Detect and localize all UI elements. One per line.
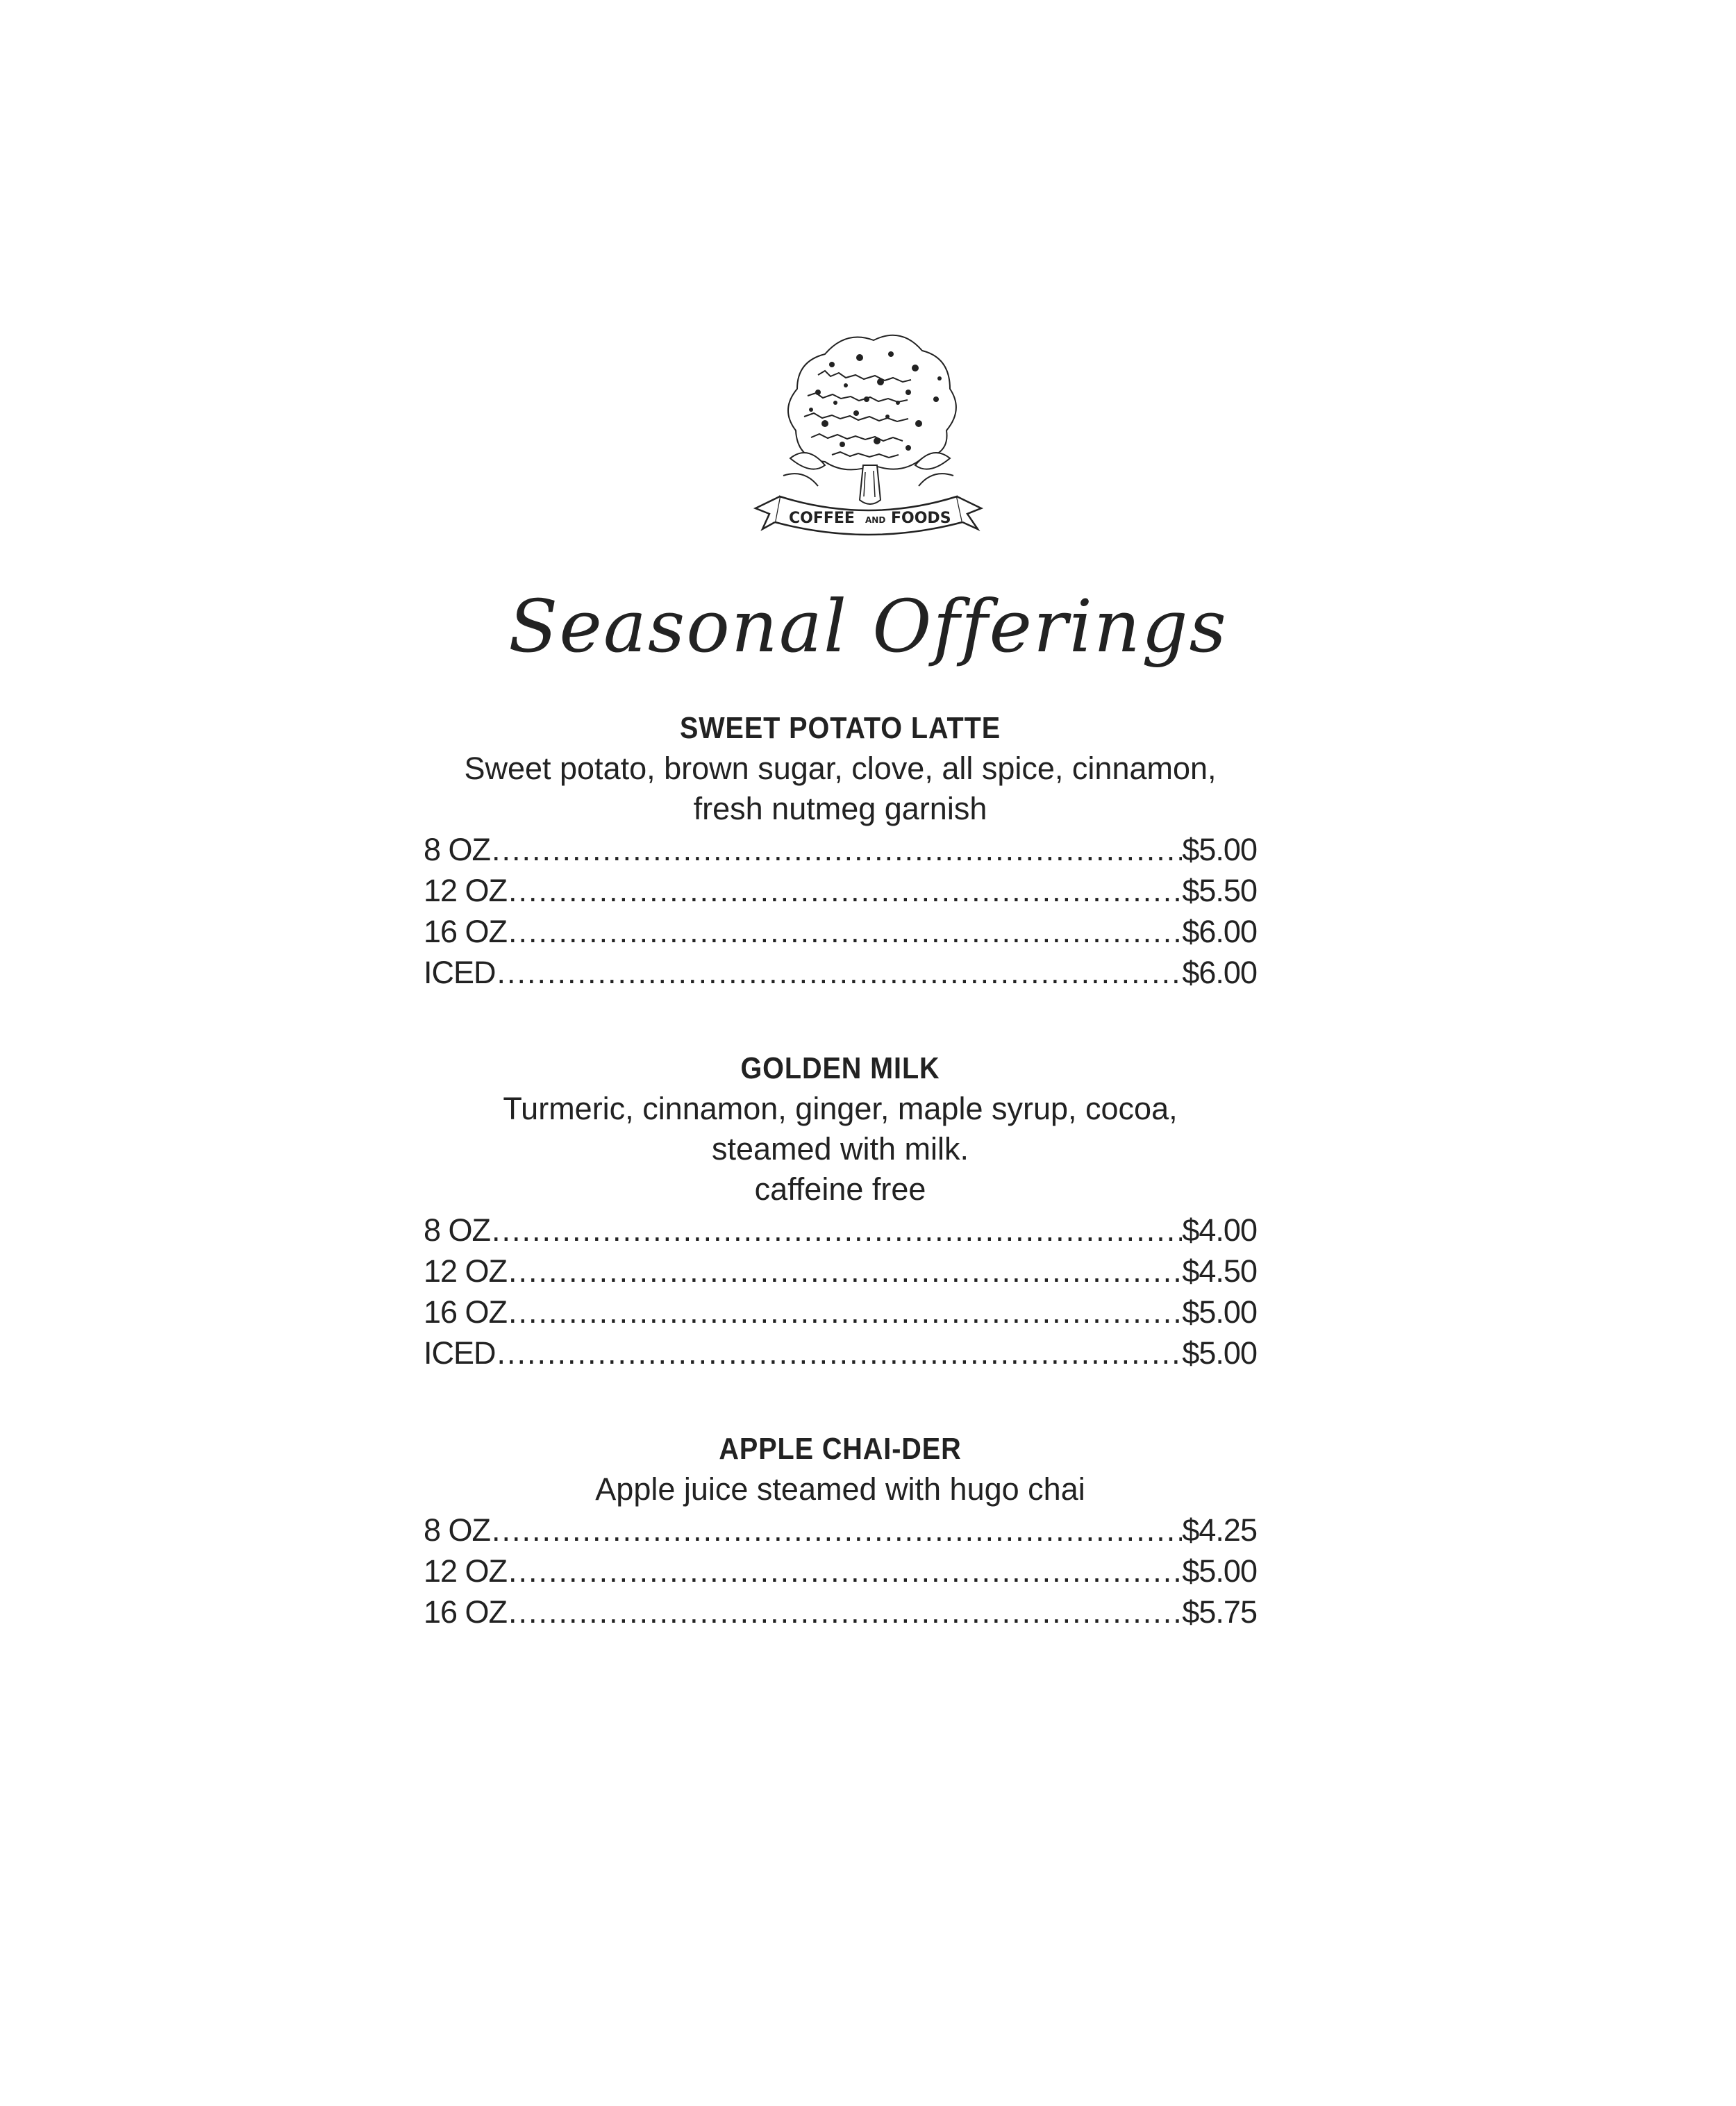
dot-leader [507,870,1182,911]
price-row [424,1210,1257,1251]
price-value: $5.00 [1182,1553,1257,1589]
price-row [424,1251,1257,1292]
price-row [424,1332,1257,1373]
size-label: 8 OZ [424,1212,491,1248]
dot-leader [490,1510,1182,1551]
price-row [424,1510,1257,1551]
size-label: 16 OZ [424,1594,508,1630]
tree-logo [742,326,994,542]
item-description-line: fresh nutmeg garnish [693,791,987,826]
dot-leader [490,829,1182,870]
dot-leader [496,1332,1183,1373]
price-row [424,829,1257,870]
price-value: $4.25 [1182,1512,1257,1548]
price-value: $6.00 [1182,955,1257,990]
price-row [424,952,1257,993]
size-label: 12 OZ [424,1253,508,1289]
item-description-line: Sweet potato, brown sugar, clove, all spice, cinnamon, [464,751,1217,786]
item-description-line: caffeine free [754,1171,926,1207]
item-description-line: Turmeric, cinnamon, ginger, maple syrup, cocoa, [503,1091,1178,1126]
item-name: SWEET POTATO LATTE [679,711,1001,745]
price-value: $5.00 [1182,1294,1257,1330]
price-row [424,1292,1257,1332]
price-row [424,911,1257,952]
menu-item-sweet-potato-latte [424,708,1257,993]
dot-leader [507,1591,1182,1632]
item-name: GOLDEN MILK [740,1051,940,1085]
size-label: 12 OZ [424,1553,508,1589]
price-value: $5.00 [1182,832,1257,867]
size-label: ICED [424,955,496,990]
price-row [424,1591,1257,1632]
price-value: $6.00 [1182,914,1257,949]
tree-logo-graphic [742,326,994,542]
dot-leader [490,1210,1182,1251]
item-name: APPLE CHAI-DER [719,1432,962,1466]
menu-title: Seasonal Offerings [508,584,1228,669]
menu-item-golden-milk [424,1048,1257,1373]
price-row [424,870,1257,911]
item-description-line: Apple juice steamed with hugo chai [595,1471,1085,1507]
menu-item-apple-chai-der [424,1429,1257,1632]
price-value: $4.50 [1182,1253,1257,1289]
dot-leader [507,1292,1182,1332]
dot-leader [507,911,1182,952]
size-label: ICED [424,1335,496,1371]
size-label: 16 OZ [424,1294,508,1330]
price-row [424,1551,1257,1591]
size-label: 8 OZ [424,832,491,867]
logo-text-mid: AND [865,515,886,525]
price-value: $5.75 [1182,1594,1257,1630]
size-label: 12 OZ [424,873,508,908]
logo-text-right: FOODS [891,510,951,527]
item-description-line: steamed with milk. [711,1131,969,1167]
logo-text-left: COFFEE [789,510,855,527]
dot-leader [507,1251,1182,1292]
dot-leader [507,1551,1182,1591]
price-value: $5.00 [1182,1335,1257,1371]
dot-leader [496,952,1183,993]
price-value: $5.50 [1182,873,1257,908]
price-value: $4.00 [1182,1212,1257,1248]
menu-list [424,708,1257,1688]
size-label: 16 OZ [424,914,508,949]
size-label: 8 OZ [424,1512,491,1548]
